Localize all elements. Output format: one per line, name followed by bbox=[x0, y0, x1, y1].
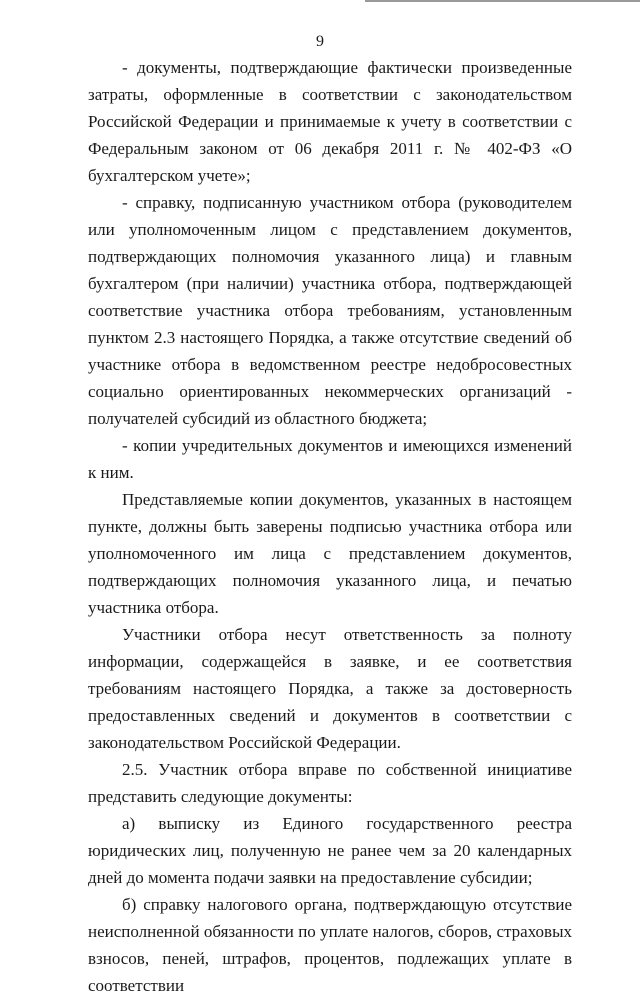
paragraph-item-a-extract: а) выписку из Единого государственного реестра юридических лиц, полученную не ранее чем за 20 календарных дней до момента подачи заявки на предоставление субсидии; bbox=[88, 814, 572, 887]
paragraph-expense-documents: - документы, подтверждающие фактически произведенные затраты, оформленные в соответствии с законодательством Российской Федерации и принимаемые к учету в соответствии с Федеральным законом от 06 декабря 2011 г. № 402-ФЗ «О бухгалтерском учете»; bbox=[88, 58, 572, 185]
paragraph-participant-responsibility: Участники отбора несут ответственность за полноту информации, содержащейся в заявке, и ее соответствия требованиям настоящего Порядка, а также за достоверность предоставленных сведений и документов в соответствии с законодательством Российской Федерации. bbox=[88, 625, 572, 752]
top-rule-divider bbox=[365, 0, 640, 2]
paragraph-copies-certification: Представляемые копии документов, указанных в настоящем пункте, должны быть заверены подписью участника отбора или уполномоченного им лица с представлением документов, подтверждающих полномочия указанного лица, и печатью участника отбора. bbox=[88, 490, 572, 617]
paragraph-item-b-tax-certificate: б) справку налогового органа, подтверждающую отсутствие неисполненной обязанности по уплате налогов, сборов, страховых взносов, пеней, штрафов, процентов, подлежащих уплате в соответствии bbox=[88, 895, 572, 995]
document-body bbox=[88, 54, 572, 999]
paragraph-section-2-5: 2.5. Участник отбора вправе по собственной инициативе представить следующие документы: bbox=[88, 760, 572, 806]
page-number: 9 bbox=[316, 33, 324, 50]
paragraph-participant-certificate: - справку, подписанную участником отбора (руководителем или уполномоченным лицом с представлением документов, подтверждающих полномочия указанного лица) и главным бухгалтером (при наличии) участника отбора, подтверждающей соответствие участника отбора требованиям, установленным пунктом 2.3 настоящего Порядка, а также отсутствие сведений об участнике отбора в ведомственном реестре недобросовестных социально ориентированных некоммерческих организаций - получателей субсидий из областного бюджета; bbox=[88, 193, 572, 428]
paragraph-constituent-copies: - копии учредительных документов и имеющихся изменений к ним. bbox=[88, 436, 572, 482]
